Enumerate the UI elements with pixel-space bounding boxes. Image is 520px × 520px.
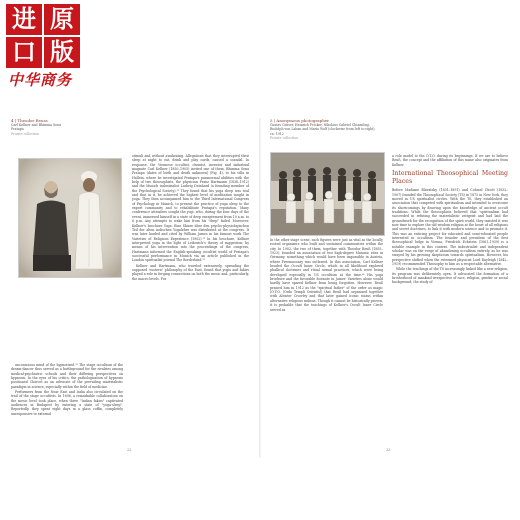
portrait-photo-image — [19, 159, 121, 277]
paragraph: unconscious mind of the hypnotized.¹⁰ The stage occultism of the dream-dancer thus served as a battleground for the rivalries among medical-psychiatric schools and their differing perspectives on hypnosis. In the eyes of his critics, the pathologization of hypnosis positioned Charcot as an advocate of the prevailing materialistic paradigm in science, especially within the field of medicine. — [11, 363, 123, 389]
brand-logo: 中华商务 — [8, 71, 73, 89]
section-heading: International Theosophical Meeting Places — [392, 170, 508, 185]
right-column-2 — [392, 154, 508, 456]
group-photo-image — [271, 153, 384, 235]
left-column-1 — [11, 363, 123, 455]
badge-char-4: 版 — [44, 37, 80, 68]
badge-char-2: 口 — [6, 37, 42, 68]
right-caption-credit: Private collection — [270, 136, 299, 141]
group-photo — [270, 152, 385, 236]
left-page — [9, 118, 254, 458]
right-page-number: 23 — [386, 448, 391, 452]
badge-char-3: 原 — [44, 4, 80, 35]
left-caption-subtitle: Carl Kellner and Bhimma Sena Pratapa — [11, 123, 61, 132]
paragraph: In the other stage scene, such figures were just as vital as the locally rooted organizers who built and sustained communities within the city. In 1902, the two of them, together with Theodor Reuß (1855–1923), founded an association of two high-degree Masonic rites in Germany, something which would have been impossible in Austria, where Freemasonry was outlawed. In this association, Carl Kellner headed the Occult Inner Circle, which in all likelihood explored phallical doctrines and ritual sexual practices, which were being developed especially in US occultism at the time.¹⁴ His yoga brochure and the favorable footnote in James' Varieties alone would hardly have spared Kellner from being forgotten. However, Reuß praised him in 1912 as the "spiritual father" of the order as magic (O.T.O. (Ordo Templi Orientis)) that Reuß had organized together with Aleister Crowley and that later gained iconic status within alternative religious milieus. Though it cannot be historically proven, it is probable that the teachings of Kellner's Occult Inner Circle served as — [270, 238, 383, 312]
paragraph: a role model to the O.T.O. during its beginnings. If we are to believe Reuß, the concept and the affiliation of this name also originates from Kellner. — [392, 154, 508, 167]
paragraph: While the teachings of the TS increasingly linked like a new religion, its program was deliberately open. It advocated the formation of a brotherhood of mankind irrespective of race, religion, gender or social background; the study of — [392, 267, 508, 285]
left-caption-credit: Private collection — [11, 131, 40, 136]
right-caption-subtitle: Gustav Gräser, Heinrich Fricker, Nikolaus Gabriel Chtamling, Rudolph von Laban and Maria Wolf (clockwise from left to right), ca. 1912 — [270, 123, 376, 136]
right-page — [266, 118, 511, 458]
left-page-number: 22 — [127, 448, 132, 452]
left-caption-title: 4 | Theodor Reuss — [11, 118, 48, 123]
badge-char-1: 进 — [6, 4, 42, 35]
portrait-photo — [18, 158, 122, 278]
import-original-badge — [6, 4, 80, 68]
paragraph: Before Madame Blavatsky (1831–1891) and Colonel Olcott (1832–1907) founded the Theosophical Society (TS) in 1875 in New York, they moved in US spiritualist circles. With the TS, they established an association that competed with spiritualism and intended to overcome its shortcomings by drawing upon the knowledge of ancient occult traditions. While the theosophists believed that 'spiritualism had succeeded in refuting the materialistic zeitgeist and had laid the groundwork for the recognition of the spirit world, they insisted it was now time to explore the old wisdom religion at the heart of all religions and secret doctrines, to link it with modern science and to promote it. This was an enticing project for educated and semi-educated people interested in occultism. The founder and president of the first theosophical lodge in Vienna, Friedrich Eckstein (1861–1939) is a notable example in this context. The industrialist and independent scholar was on the verge of abandoning occultism entirely, as he was swayed by his growing skepticism towards spiritualism. However, his perspective shifted when the esteemed physicist Lord Rayleigh (1842–1919) recommended Theosophy to him as a respectable alternative. — [392, 188, 508, 267]
paragraph: stimuli and without awakening. Allegations that they interrupted their sleep at night to eat, drink and play cards, caused a scandal. In response, the Viennese occultist, chemist, inventor and industrial magnate Carl Kellner (1850–1905) invited one of them, Bhimma Sena Pratapa (dates of birth and death unknown) (Fig. 4), to his villa in Hallein, where he investigated Pratapa's paranormal abilities with the help of two theosophists, the physician Franz Hartmann (1838–1912) and the Munich industrialist Ludwig Deinhard (a founding member of the Psychological Society).¹¹ They found that his yoga sleep was real and that in it, he achieved the highest level of meditation taught in yoga. They then accompanied him to the Third International Congress of Psychology in Munich, to present the practice of yoga sleep to the expert community and to rehabilitate Pratapa's reputation. Many conference attendees sought the yogi, who, during the four days of the event, immersed himself in a state of deep enraptement from 10 a.m. to 6 p.m. Any attempts to wake him from his "deep" failed. Moreover, Kellner's brochure Yoga: Eine Skizze über den psycho-physiologischen Teil der alten indischen Yogalehre was distributed at the congress. It was later lauded and cited by William James in his famous work The Varieties of Religious Experience (1902).¹² In his brochure, Kellner interpreted yoga in the light of Leibovich's theory of suggestion; by means of his intervention into the proceedings of the congress, Hartmann informed the English-speaking occultist world of Pratapa's successful performance in Munich via an article published in the London spiritualist journal The Borderland.¹³ — [132, 154, 249, 263]
left-column-2 — [132, 154, 249, 455]
book-gutter — [259, 118, 261, 458]
left-figure-caption — [11, 118, 71, 136]
right-column-1 — [270, 238, 383, 456]
paragraph: Kellner and Hartmann, who traveled extensively, spreading the supposed 'esoteric' philosophy of the East, found that yogis and fakirs played a role in forging connections on both the mesic and, particularly, the macro levels. For — [132, 263, 249, 281]
right-figure-caption — [270, 118, 380, 141]
paragraph: Performers from the Near East and India also circulated on the trail of the stage occultists. In 1896, a remarkable collaboration on the mesic level took place, when three "Indian fakirs" captivated audiences in Budapest by entering a state of "yoga-sleep". Reportedly, they spent eight days in a glass coffin, completely unresponsive to external — [11, 390, 123, 416]
right-caption-title: 5 | Anonymous photographer — [270, 118, 330, 123]
